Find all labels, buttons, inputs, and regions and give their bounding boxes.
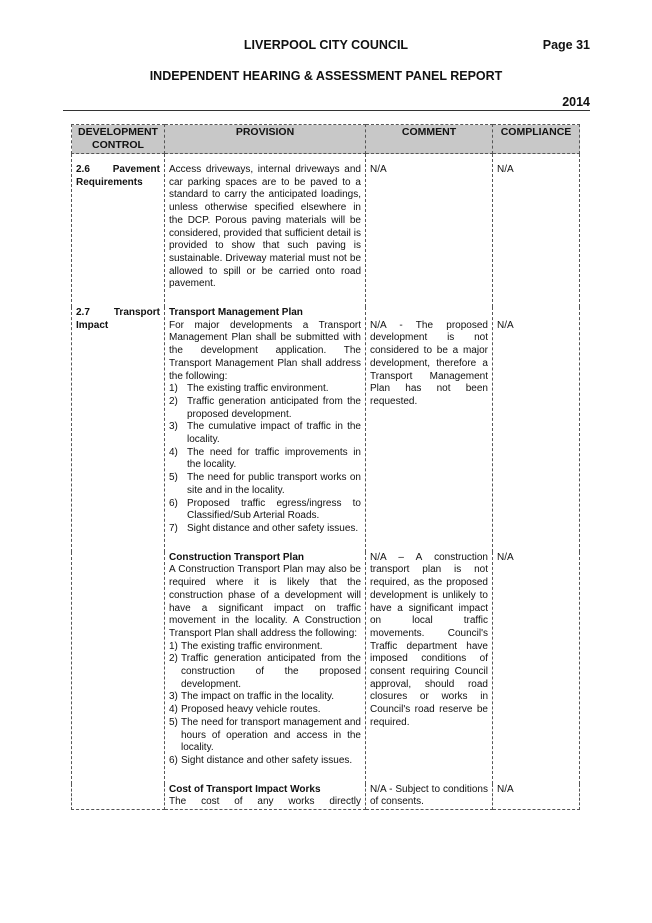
list-item-text: Traffic generation anticipated from the construction of the proposed development. xyxy=(181,653,361,690)
table-row xyxy=(72,154,580,308)
list-item-text: The need for transport management and hours of operation and access in the locality. xyxy=(181,716,361,754)
provision-ctp xyxy=(165,552,366,784)
control-pavement: 2.6 Pavement Requirements xyxy=(72,154,165,308)
list-item xyxy=(169,421,361,446)
list-item-number: 4) xyxy=(169,704,178,716)
list-item-number: 1) xyxy=(169,383,178,395)
list-item xyxy=(169,653,361,691)
list-item-number: 6) xyxy=(169,754,178,766)
col-header-compliance: COMPLIANCE xyxy=(493,125,580,154)
provision-tmp xyxy=(165,307,366,552)
list-item-text: The existing traffic environment. xyxy=(187,383,329,395)
list-item-text: Sight distance and other safety issues. xyxy=(187,522,359,534)
list-item-text: The existing traffic environment. xyxy=(181,640,323,652)
list-item-number: 3) xyxy=(169,421,178,433)
list-item-number: 5) xyxy=(169,472,178,484)
provision-pavement: Access driveways, internal driveways and car parking spaces are to be paved to a standard to carry the anticipated loadings, unless otherwise specified elsewhere in the DCP. Porous paving materials will be considered, provided that sufficient detail is provided to show that such paving is sustainable. Driveway material must not be allowed to spill or be carried onto road pavement. xyxy=(165,154,366,308)
report-title: INDEPENDENT HEARING & ASSESSMENT PANEL REPORT xyxy=(149,69,503,83)
list-item xyxy=(169,704,361,717)
list-item xyxy=(169,717,361,755)
compliance-cost: N/A xyxy=(493,784,580,810)
cost-text: The cost of any works directly xyxy=(169,796,361,808)
comment-tmp: N/A - The proposed development is not considered to be a major development, therefore a Transport Management Plan has not been requested. xyxy=(366,307,493,552)
list-item xyxy=(169,447,361,472)
report-year: 2014 xyxy=(562,95,590,109)
ctp-list xyxy=(169,641,361,768)
list-item-text: The need for traffic improvements in the locality. xyxy=(187,446,361,471)
header-divider xyxy=(63,110,590,111)
list-item-text: Traffic generation anticipated from the proposed development. xyxy=(187,395,361,420)
list-item-number: 7) xyxy=(169,522,178,534)
list-item-number: 1) xyxy=(169,640,178,652)
list-item-number: 2) xyxy=(169,653,178,665)
list-item xyxy=(169,641,361,654)
table-row xyxy=(72,307,580,552)
ctp-title: Construction Transport Plan xyxy=(169,551,305,563)
table-header-row xyxy=(72,125,580,154)
assessment-table xyxy=(71,124,580,810)
table-row xyxy=(72,552,580,784)
compliance-pavement: N/A xyxy=(493,154,580,308)
list-item-text: Proposed traffic egress/ingress to Classified/Sub Arterial Roads. xyxy=(187,497,361,522)
list-item xyxy=(169,396,361,421)
tmp-list xyxy=(169,383,361,535)
list-item xyxy=(169,498,361,523)
page-number: Page 31 xyxy=(542,38,590,52)
list-item-text: Proposed heavy vehicle routes. xyxy=(181,704,321,716)
compliance-tmp: N/A xyxy=(493,307,580,552)
list-item xyxy=(169,383,361,396)
list-item xyxy=(169,755,361,768)
control-transport: 2.7 Transport Impact xyxy=(72,307,165,552)
list-item-number: 6) xyxy=(169,497,178,509)
provision-cost xyxy=(165,784,366,810)
table-row xyxy=(72,784,580,810)
list-item xyxy=(169,523,361,536)
cost-title: Cost of Transport Impact Works xyxy=(169,783,321,795)
compliance-ctp: N/A xyxy=(493,552,580,784)
comment-ctp: N/A – A construction transport plan is not required, as the proposed development is unlikely to have a significant impact on local traffic movements. Council's Traffic department have imposed conditions of consent requiring Council approval, should road closures or works in Council's road reserve be required. xyxy=(366,552,493,784)
tmp-intro: For major developments a Transport Management Plan shall be submitted with the development application. The Transport Management Plan shall address the following: xyxy=(169,319,361,382)
list-item-number: 3) xyxy=(169,691,178,703)
list-item-number: 4) xyxy=(169,446,178,458)
col-header-provision: PROVISION xyxy=(165,125,366,154)
list-item-text: The impact on traffic in the locality. xyxy=(181,691,335,703)
list-item xyxy=(169,691,361,704)
comment-pavement: N/A xyxy=(366,154,493,308)
col-header-control: DEVELOPMENT CONTROL xyxy=(72,125,165,154)
list-item-number: 2) xyxy=(169,395,178,407)
list-item-text: The need for public transport works on site and in the locality. xyxy=(187,472,361,496)
tmp-title: Transport Management Plan xyxy=(169,307,303,319)
list-item-text: Sight distance and other safety issues. xyxy=(181,754,353,766)
comment-cost: N/A - Subject to conditions of consents. xyxy=(366,784,493,810)
list-item xyxy=(169,472,361,497)
council-name: LIVERPOOL CITY COUNCIL xyxy=(243,38,409,52)
list-item-text: The cumulative impact of traffic in the locality. xyxy=(187,421,361,446)
list-item-number: 5) xyxy=(169,716,178,728)
ctp-intro: A Construction Transport Plan may also be required where it is likely that the construction phase of a development will have a significant impact on traffic movement in the locality. A Construction Transport Plan shall address the following: xyxy=(169,564,361,639)
col-header-comment: COMMENT xyxy=(366,125,493,154)
